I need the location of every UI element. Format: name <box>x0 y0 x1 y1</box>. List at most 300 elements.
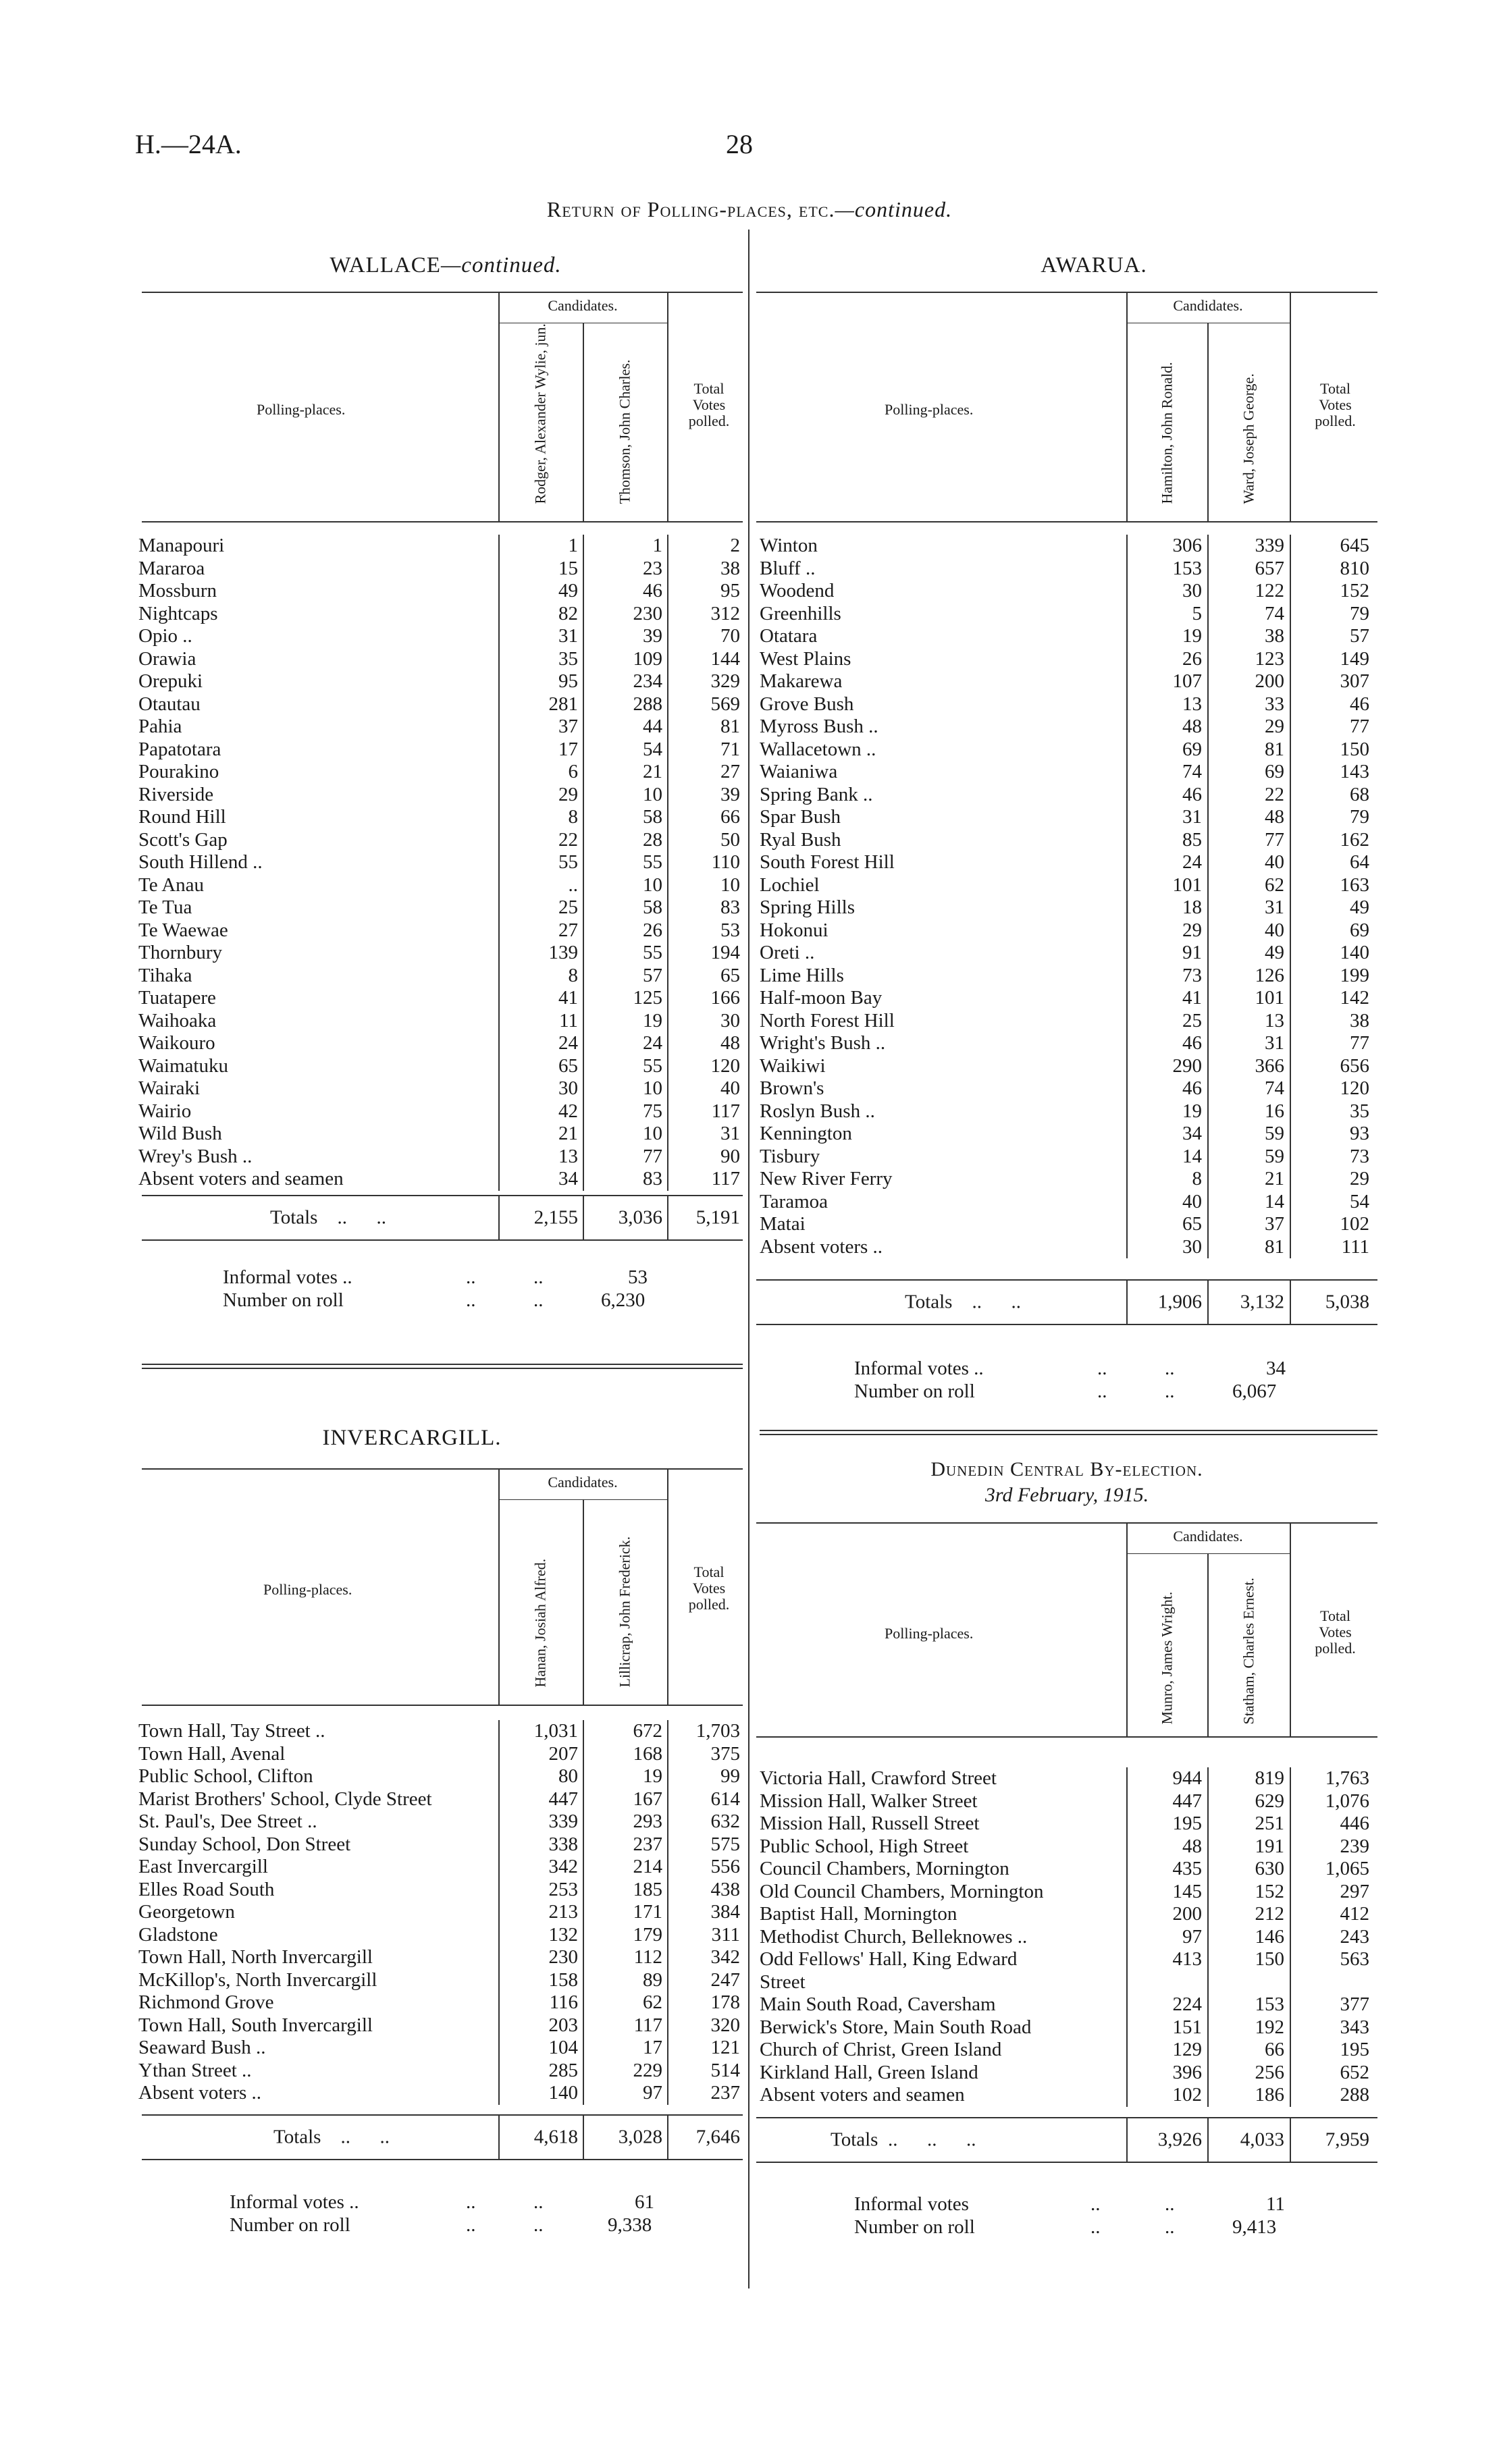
wallace-informal: Informal votes .. .. .. 53 <box>223 1266 648 1288</box>
cand-2-votes: 171 <box>633 1901 662 1923</box>
cand-1-votes: 26 <box>1182 647 1202 670</box>
cand-1-votes: 46 <box>1182 1077 1202 1099</box>
table-row <box>138 829 743 852</box>
cand-2-votes: 168 <box>633 1742 662 1765</box>
cand-2-votes: 28 <box>643 828 662 851</box>
table-row <box>760 2016 1377 2039</box>
total-votes: 652 <box>1340 2061 1369 2083</box>
total-votes: 49 <box>1350 896 1369 918</box>
cand-2-votes: 62 <box>1265 874 1284 896</box>
table-row <box>760 648 1377 671</box>
cand-1-votes: 145 <box>1172 1880 1202 1902</box>
cand-1-votes: 15 <box>558 557 578 579</box>
cand-1-votes: 14 <box>1182 1145 1202 1167</box>
cand-1-votes: 65 <box>1182 1213 1202 1235</box>
polling-place-name: Old Council Chambers, Mornington <box>760 1880 1044 1902</box>
cand-2-votes: 29 <box>1265 716 1284 737</box>
polling-place-name: Seaward Bush .. <box>138 2037 266 2058</box>
invercargill-total-all: 7,646 <box>695 2126 740 2148</box>
table-row <box>760 739 1377 761</box>
awarua-header <box>756 292 1377 523</box>
table-row <box>138 1123 743 1146</box>
invercargill-candidates-label: Candidates. <box>548 1474 618 1491</box>
total-votes: 2 <box>730 535 740 556</box>
cand-2-votes: 74 <box>1265 602 1284 624</box>
total-votes: 48 <box>720 1032 740 1054</box>
cand-2-votes: 229 <box>633 2059 662 2081</box>
cand-1-votes: 306 <box>1172 535 1202 556</box>
total-votes: 243 <box>1340 1925 1369 1948</box>
total-votes: 320 <box>710 2014 740 2036</box>
table-row <box>760 1010 1377 1033</box>
cand-1-votes: 55 <box>558 851 578 873</box>
cand-2-votes: 192 <box>1255 2016 1284 2038</box>
total-votes: 29 <box>1350 1168 1369 1189</box>
polling-place-name: Main South Road, Caversham <box>760 1993 996 2015</box>
table-row <box>138 1720 743 1743</box>
cand-1-votes: .. <box>568 874 578 896</box>
table-row <box>760 1971 1377 1994</box>
table-row <box>760 693 1377 716</box>
polling-place-name: Oreti .. <box>760 942 815 963</box>
polling-place-name: Baptist Hall, Mornington <box>760 1903 957 1925</box>
total-votes: 810 <box>1340 557 1369 579</box>
table-row <box>760 1236 1377 1259</box>
cand-2-votes: 125 <box>633 987 662 1009</box>
total-votes: 645 <box>1340 535 1369 556</box>
table-row <box>760 558 1377 581</box>
cand-1-votes: 29 <box>558 783 578 805</box>
wallace-polling-places-label: Polling-places. <box>257 401 346 418</box>
polling-place-name: Otatara <box>760 625 818 647</box>
cand-2-votes: 81 <box>1265 738 1284 760</box>
cand-1-votes: 8 <box>568 964 578 986</box>
table-row <box>138 2082 743 2105</box>
table-row <box>760 851 1377 874</box>
table-row <box>760 1168 1377 1191</box>
wallace-totals-row <box>142 1195 743 1241</box>
polling-place-name: Kirkland Hall, Green Island <box>760 2061 978 2083</box>
dunedin-informal: Informal votes .. .. 11 <box>854 2193 1285 2215</box>
page-number: 28 <box>726 129 753 159</box>
dunedin-candidate-1: Munro, James Wright. <box>1158 1591 1176 1725</box>
awarua-table-body <box>760 535 1377 1258</box>
table-row <box>138 1991 743 2014</box>
cand-1-votes: 13 <box>558 1145 578 1167</box>
total-votes: 1,763 <box>1325 1767 1369 1789</box>
polling-place-name: Church of Christ, Green Island <box>760 2039 1002 2060</box>
awarua-candidates-label: Candidates. <box>1173 297 1243 314</box>
polling-place-name: South Forest Hill <box>760 851 895 873</box>
cand-1-votes: 24 <box>558 1032 578 1054</box>
cand-2-votes: 37 <box>1265 1213 1284 1235</box>
total-votes: 83 <box>720 896 740 918</box>
total-votes: 163 <box>1340 874 1369 896</box>
table-row <box>138 2060 743 2083</box>
polling-place-name: Waianiwa <box>760 761 838 782</box>
polling-place-name: Public School, Clifton <box>138 1765 313 1787</box>
cand-2-votes: 126 <box>1255 964 1284 986</box>
cand-1-votes: 116 <box>549 1991 578 2013</box>
cand-1-votes: 30 <box>1182 580 1202 601</box>
cand-2-votes: 200 <box>1255 670 1284 692</box>
cand-2-votes: 33 <box>1265 693 1284 715</box>
polling-place-name: Taramoa <box>760 1190 829 1212</box>
cand-2-votes: 24 <box>643 1032 662 1054</box>
wallace-total-2: 3,036 <box>618 1206 662 1229</box>
dunedin-candidates-label: Candidates. <box>1173 1528 1243 1545</box>
table-row <box>760 1123 1377 1146</box>
awarua-total-votes-label: Total Votes polled. <box>1315 380 1356 429</box>
polling-place-name: Te Waewae <box>138 919 228 941</box>
cand-2-votes: 237 <box>633 1833 662 1855</box>
total-votes: 149 <box>1340 647 1369 670</box>
polling-place-name: Nightcaps <box>138 602 218 624</box>
table-row <box>138 1833 743 1856</box>
cand-1-votes: 73 <box>1182 964 1202 986</box>
cand-1-votes: 41 <box>1182 987 1202 1009</box>
total-votes: 121 <box>710 2037 740 2058</box>
polling-place-name: Elles Road South <box>138 1878 275 1900</box>
dunedin-title: Dunedin Central By-election. <box>930 1458 1203 1480</box>
cand-2-votes: 230 <box>633 602 662 624</box>
polling-place-name: Thornbury <box>138 942 223 963</box>
cand-2-votes: 48 <box>1265 806 1284 828</box>
table-row <box>760 1813 1377 1836</box>
cand-1-votes: 104 <box>548 2037 578 2058</box>
awarua-total-1: 1,906 <box>1157 1291 1202 1313</box>
total-votes: 632 <box>710 1811 740 1832</box>
cand-1-votes: 5 <box>1192 602 1202 624</box>
polling-place-name: Sunday School, Don Street <box>138 1833 351 1855</box>
polling-place-name: Marist Brothers' School, Clyde Street <box>138 1788 432 1810</box>
total-votes: 117 <box>711 1100 740 1122</box>
total-votes: 1,065 <box>1325 1858 1369 1879</box>
cand-1-votes: 31 <box>1182 806 1202 828</box>
total-votes: 31 <box>720 1123 740 1144</box>
table-row <box>138 670 743 693</box>
cand-2-votes: 214 <box>633 1856 662 1877</box>
cand-2-votes: 117 <box>633 2014 662 2036</box>
table-row <box>760 1926 1377 1949</box>
table-row <box>760 919 1377 942</box>
table-row <box>760 1100 1377 1123</box>
polling-place-name: Waikouro <box>138 1032 215 1054</box>
awarua-candidate-1: Hamilton, John Ronald. <box>1158 362 1176 504</box>
table-row <box>138 806 743 829</box>
table-row <box>760 1858 1377 1881</box>
total-votes: 73 <box>1350 1145 1369 1167</box>
cand-1-votes: 132 <box>548 1923 578 1946</box>
table-row <box>138 987 743 1010</box>
polling-place-name: Opio .. <box>138 625 192 647</box>
cand-2-votes: 251 <box>1255 1813 1284 1834</box>
polling-place-name: Mararoa <box>138 557 205 579</box>
cand-2-votes: 17 <box>643 2037 662 2058</box>
table-row <box>138 580 743 603</box>
total-votes: 79 <box>1350 806 1369 828</box>
table-row <box>138 558 743 581</box>
table-row <box>138 1032 743 1055</box>
table-row <box>760 761 1377 784</box>
polling-place-name: Berwick's Store, Main South Road <box>760 2016 1032 2038</box>
total-votes: 64 <box>1350 851 1369 873</box>
cand-1-votes: 447 <box>1172 1790 1202 1812</box>
cand-1-votes: 8 <box>568 806 578 828</box>
dunedin-header <box>756 1522 1377 1738</box>
total-votes: 38 <box>1350 1009 1369 1032</box>
polling-place-name: Kennington <box>760 1123 852 1144</box>
cand-2-votes: 31 <box>1265 896 1284 918</box>
total-votes: 342 <box>710 1946 740 1968</box>
polling-place-name: Tisbury <box>760 1145 820 1167</box>
cand-2-votes: 97 <box>643 2082 662 2104</box>
cand-1-votes: 95 <box>558 670 578 692</box>
total-votes: 311 <box>711 1923 740 1946</box>
polling-place-name: Makarewa <box>760 670 843 692</box>
cand-1-votes: 69 <box>1182 738 1202 760</box>
cand-1-votes: 6 <box>568 761 578 782</box>
invercargill-title: INVERCARGILL. <box>322 1426 502 1450</box>
cand-1-votes: 19 <box>1182 1100 1202 1122</box>
table-row <box>138 1100 743 1123</box>
cand-2-votes: 40 <box>1265 919 1284 941</box>
cand-2-votes: 293 <box>633 1811 662 1832</box>
cand-1-votes: 48 <box>1182 716 1202 737</box>
table-row <box>760 1903 1377 1926</box>
polling-place-name: Manapouri <box>138 535 225 556</box>
cand-2-votes: 657 <box>1255 557 1284 579</box>
polling-place-name: South Hillend .. <box>138 851 263 873</box>
wallace-candidate-2: Thomson, John Charles. <box>616 359 633 504</box>
cand-2-votes: 629 <box>1255 1790 1284 1812</box>
total-votes: 30 <box>720 1009 740 1032</box>
table-row <box>760 1055 1377 1078</box>
polling-place-name: Tihaka <box>138 964 192 986</box>
cand-2-votes: 179 <box>633 1923 662 1946</box>
cand-2-votes: 49 <box>1265 942 1284 963</box>
total-votes: 143 <box>1340 761 1369 782</box>
cand-2-votes: 75 <box>643 1100 662 1122</box>
table-row <box>138 693 743 716</box>
table-row <box>760 1881 1377 1904</box>
cand-2-votes: 23 <box>643 557 662 579</box>
total-votes: 412 <box>1340 1903 1369 1925</box>
total-votes: 40 <box>720 1077 740 1099</box>
polling-place-name: Council Chambers, Mornington <box>760 1858 1009 1879</box>
total-votes: 66 <box>720 806 740 828</box>
cand-2-votes: 288 <box>633 693 662 715</box>
polling-place-name: Mission Hall, Russell Street <box>760 1813 980 1834</box>
polling-place-name: Te Anau <box>138 874 205 896</box>
table-row <box>138 2014 743 2037</box>
total-votes: 35 <box>1350 1100 1369 1122</box>
total-votes: 563 <box>1340 1948 1369 1970</box>
cand-2-votes: 186 <box>1255 2084 1284 2106</box>
cand-2-votes: 234 <box>633 670 662 692</box>
table-row <box>138 1788 743 1811</box>
polling-place-name: Waikiwi <box>760 1054 826 1077</box>
table-row <box>138 919 743 942</box>
total-votes: 102 <box>1340 1213 1369 1235</box>
cand-2-votes: 55 <box>643 942 662 963</box>
table-row <box>760 965 1377 988</box>
total-votes: 10 <box>720 874 740 896</box>
total-votes: 194 <box>710 942 740 963</box>
cand-1-votes: 151 <box>1172 2016 1202 2038</box>
polling-place-name: Pahia <box>138 716 182 737</box>
column-separator <box>748 230 750 2288</box>
wallace-header <box>142 292 743 523</box>
table-row <box>138 1811 743 1833</box>
total-votes: 46 <box>1350 693 1369 715</box>
polling-place-name: Otautau <box>138 693 201 715</box>
cand-2-votes: 212 <box>1255 1903 1284 1925</box>
cand-2-votes: 57 <box>643 964 662 986</box>
table-row <box>760 1993 1377 2016</box>
table-row <box>760 2084 1377 2107</box>
cand-1-votes: 195 <box>1172 1813 1202 1834</box>
total-votes: 54 <box>1350 1190 1369 1212</box>
cand-2-votes: 819 <box>1255 1767 1284 1789</box>
cand-2-votes: 77 <box>1265 828 1284 851</box>
table-row <box>760 806 1377 829</box>
cand-1-votes: 25 <box>558 896 578 918</box>
cand-1-votes: 18 <box>1182 896 1202 918</box>
polling-place-name: Scott's Gap <box>138 828 228 851</box>
polling-place-name: Waimatuku <box>138 1054 228 1077</box>
polling-place-name: Street <box>760 1971 806 1993</box>
total-votes: 178 <box>710 1991 740 2013</box>
cand-2-votes: 339 <box>1255 535 1284 556</box>
polling-place-name: Brown's <box>760 1077 824 1099</box>
polling-place-name: Grove Bush <box>760 693 854 715</box>
dunedin-date: 3rd February, 1915. <box>984 1484 1149 1506</box>
cand-1-votes: 25 <box>1182 1009 1202 1032</box>
cand-1-votes: 101 <box>1172 874 1202 896</box>
polling-place-name: Absent voters and seamen <box>760 2084 965 2106</box>
total-votes: 53 <box>720 919 740 941</box>
table-row <box>138 1856 743 1879</box>
table-row <box>138 1901 743 1924</box>
cand-1-votes: 224 <box>1172 1993 1202 2015</box>
table-row <box>760 1213 1377 1236</box>
polling-place-name: Round Hill <box>138 806 226 828</box>
awarua-title: AWARUA. <box>1041 253 1147 277</box>
dunedin-roll: Number on roll .. .. 9,413 <box>854 2216 1277 2238</box>
table-row <box>138 1743 743 1766</box>
wallace-table-body <box>138 535 743 1191</box>
polling-place-name: Odd Fellows' Hall, King Edward <box>760 1948 1018 1970</box>
cand-2-votes: 122 <box>1255 580 1284 601</box>
total-votes: 656 <box>1340 1054 1369 1077</box>
table-row <box>760 535 1377 558</box>
total-votes: 307 <box>1340 670 1369 692</box>
total-votes: 142 <box>1340 987 1369 1009</box>
cand-1-votes: 97 <box>1182 1925 1202 1948</box>
table-row <box>138 2037 743 2060</box>
total-votes: 1,703 <box>695 1720 740 1742</box>
cand-1-votes: 253 <box>548 1878 578 1900</box>
awarua-polling-places-label: Polling-places. <box>885 401 974 418</box>
wallace-total-1: 2,155 <box>533 1206 578 1229</box>
polling-place-name: Public School, High Street <box>760 1835 969 1857</box>
dunedin-polling-places-label: Polling-places. <box>885 1625 974 1642</box>
polling-place-name: Waihoaka <box>138 1009 217 1032</box>
invercargill-header <box>142 1468 743 1706</box>
total-votes: 614 <box>710 1788 740 1810</box>
invercargill-roll: Number on roll .. .. 9,338 <box>230 2214 652 2236</box>
total-votes: 514 <box>710 2059 740 2081</box>
cand-2-votes: 10 <box>643 783 662 805</box>
polling-place-name: Wairaki <box>138 1077 201 1099</box>
cand-2-votes: 630 <box>1255 1858 1284 1879</box>
cand-1-votes: 153 <box>1172 557 1202 579</box>
total-votes: 81 <box>720 716 740 737</box>
cand-2-votes: 19 <box>643 1765 662 1787</box>
table-row <box>760 2039 1377 2062</box>
document-reference: H.—24A. <box>135 129 242 159</box>
table-row <box>760 2062 1377 2085</box>
wallace-end-rule <box>142 1364 743 1369</box>
cand-1-votes: 21 <box>558 1123 578 1144</box>
total-votes: 39 <box>720 783 740 805</box>
total-votes: 120 <box>710 1054 740 1077</box>
cand-2-votes: 31 <box>1265 1032 1284 1054</box>
cand-2-votes: 150 <box>1255 1948 1284 1970</box>
cand-1-votes: 17 <box>558 738 578 760</box>
table-row <box>760 784 1377 807</box>
cand-1-votes: 37 <box>558 716 578 737</box>
cand-1-votes: 213 <box>548 1901 578 1923</box>
cand-2-votes: 22 <box>1265 783 1284 805</box>
polling-place-name: Absent voters .. <box>138 2082 262 2104</box>
total-votes: 99 <box>720 1765 740 1787</box>
total-votes: 438 <box>710 1878 740 1900</box>
table-row <box>760 1948 1377 1971</box>
total-votes: 1,076 <box>1325 1790 1369 1812</box>
table-row <box>760 1836 1377 1858</box>
cand-2-votes: 672 <box>633 1720 662 1742</box>
cand-2-votes: 69 <box>1265 761 1284 782</box>
cand-1-votes: 342 <box>548 1856 578 1877</box>
polling-place-name: Spring Hills <box>760 896 855 918</box>
polling-place-name: Georgetown <box>138 1901 235 1923</box>
cand-1-votes: 22 <box>558 828 578 851</box>
table-row <box>760 1146 1377 1169</box>
cand-1-votes: 107 <box>1172 670 1202 692</box>
polling-place-name: Richmond Grove <box>138 1991 274 2013</box>
total-votes: 297 <box>1340 1880 1369 1902</box>
total-votes: 110 <box>711 851 740 873</box>
polling-place-name: Orawia <box>138 647 196 670</box>
cand-2-votes: 14 <box>1265 1190 1284 1212</box>
cand-1-votes: 8 <box>1192 1168 1202 1189</box>
total-votes: 162 <box>1340 828 1369 851</box>
total-votes: 446 <box>1340 1813 1369 1834</box>
cand-2-votes: 366 <box>1255 1054 1284 1077</box>
cand-2-votes: 146 <box>1255 1925 1284 1948</box>
total-votes: 152 <box>1340 580 1369 601</box>
wallace-title <box>142 253 750 278</box>
polling-place-name: Roslyn Bush .. <box>760 1100 875 1122</box>
total-votes: 90 <box>720 1145 740 1167</box>
total-votes: 237 <box>710 2082 740 2104</box>
total-votes: 384 <box>710 1901 740 1923</box>
polling-place-name: New River Ferry <box>760 1168 893 1189</box>
total-votes: 375 <box>710 1742 740 1765</box>
polling-place-name: Methodist Church, Belleknowes .. <box>760 1925 1028 1948</box>
